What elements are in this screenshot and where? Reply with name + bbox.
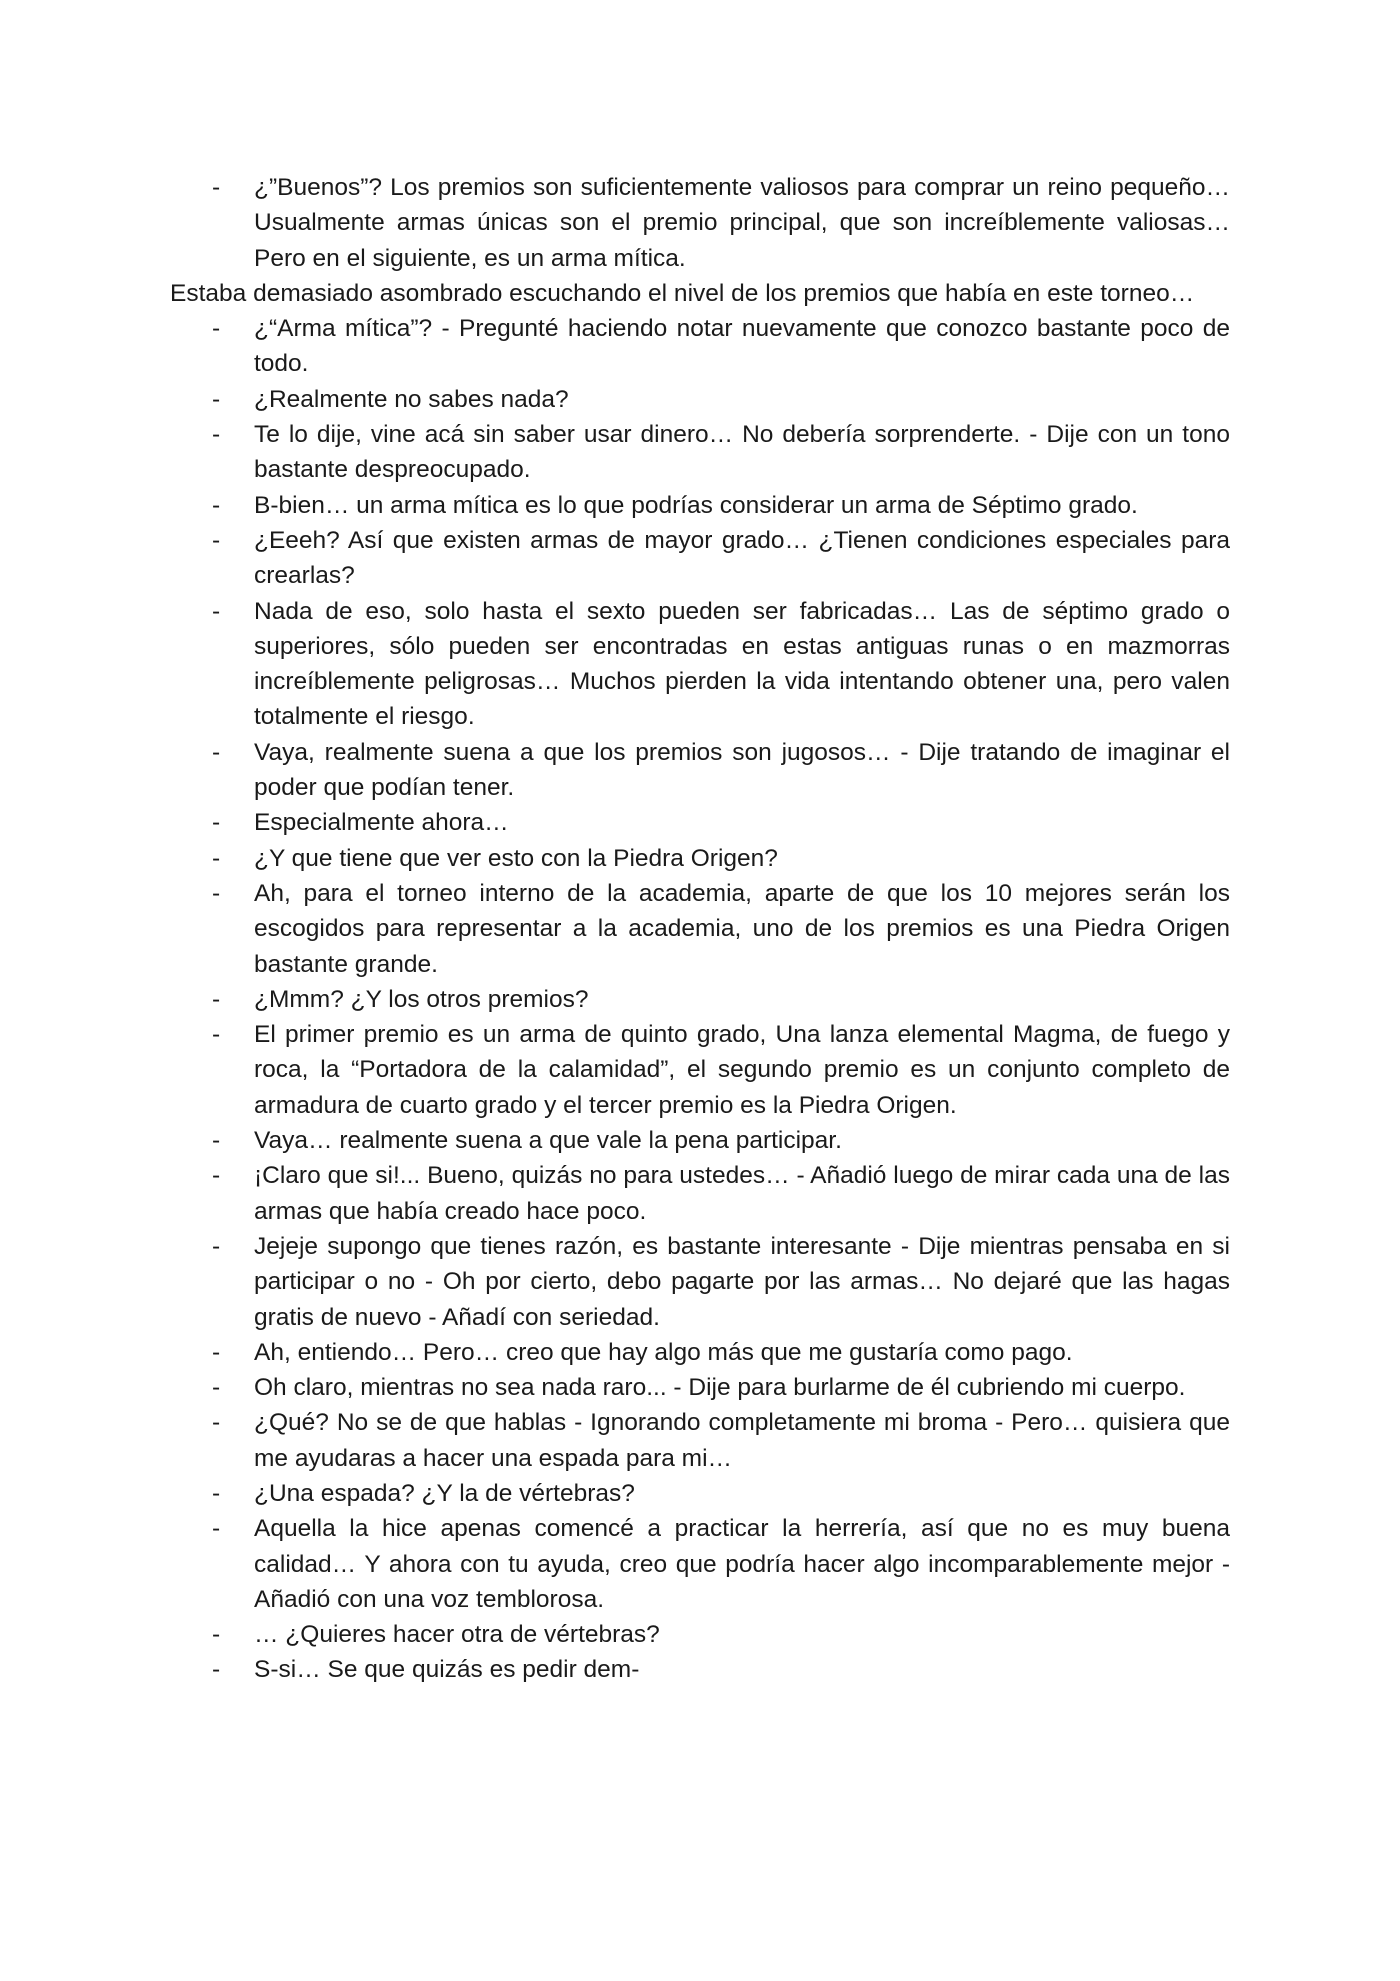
dialogue-text: ¿Qué? No se de que hablas - Ignorando completamente mi broma - Pero… quisiera que me ayudaras a hacer una espada para mi… xyxy=(254,1409,1230,1472)
dialogue-dash-marker: - xyxy=(212,844,221,872)
dialogue-text: ¿Eeeh? Así que existen armas de mayor grado… ¿Tienen condiciones especiales para crearlas? xyxy=(254,526,1230,590)
dialogue-line xyxy=(170,382,1230,417)
dialogue-text: ¿Una espada? ¿Y la de vértebras? xyxy=(254,1479,635,1507)
dialogue-text: Aquella la hice apenas comencé a practicar la herrería, así que no es muy buena calidad… Y ahora con tu ayuda, creo que podría hacer algo incomparablemente mejor - Añadió con una voz temblorosa. xyxy=(254,1515,1230,1613)
dialogue-text: Jejeje supongo que tienes razón, es bastante interesante - Dije mientras pensaba en si participar o no - Oh por cierto, debo pagarte por las armas… No dejaré que las hagas gratis de nuevo - Añadí con seriedad. xyxy=(254,1232,1230,1331)
dialogue-dash-marker: - xyxy=(212,1374,221,1402)
dialogue-line xyxy=(170,170,1230,276)
dialogue-line xyxy=(170,1335,1230,1370)
dialogue-text: ¿Y que tiene que ver esto con la Piedra Origen? xyxy=(254,844,778,872)
dialogue-dash-marker: - xyxy=(212,879,221,907)
dialogue-dash-marker: - xyxy=(212,1127,221,1155)
dialogue-line xyxy=(170,876,1230,982)
dialogue-dash-marker: - xyxy=(212,1621,221,1649)
dialogue-line xyxy=(170,805,1230,840)
dialogue-dash-marker: - xyxy=(212,809,221,837)
dialogue-dash-marker: - xyxy=(212,385,221,413)
dialogue-line xyxy=(170,1158,1230,1229)
dialogue-text: ¿Realmente no sabes nada? xyxy=(254,385,569,413)
dialogue-line xyxy=(170,417,1230,488)
narration-paragraph: Estaba demasiado asombrado escuchando el nivel de los premios que había en este torneo… xyxy=(170,279,1195,307)
dialogue-dash-marker: - xyxy=(212,491,221,519)
dialogue-line xyxy=(170,1370,1230,1405)
dialogue-text: Ah, para el torneo interno de la academia, aparte de que los 10 mejores serán los escogidos para representar a la academia, uno de los premios es una Piedra Origen bastante grande. xyxy=(254,879,1230,978)
dialogue-line xyxy=(170,1617,1230,1652)
dialogue-line xyxy=(170,1229,1230,1335)
dialogue-dash-marker: - xyxy=(212,738,221,766)
dialogue-line xyxy=(170,1017,1230,1123)
dialogue-text: ¡Claro que si!... Bueno, quizás no para ustedes… - Añadió luego de mirar cada una de las armas que había creado hace poco. xyxy=(254,1162,1230,1225)
dialogue-text: ¿“Arma mítica”? - Pregunté haciendo notar nuevamente que conozco bastante poco de todo. xyxy=(254,315,1230,378)
dialogue-dash-marker: - xyxy=(212,1021,221,1049)
dialogue-dash-marker: - xyxy=(212,1232,221,1260)
dialogue-dash-marker: - xyxy=(212,985,221,1013)
dialogue-text: Oh claro, mientras no sea nada raro... - Dije para burlarme de él cubriendo mi cuerpo. xyxy=(254,1374,1186,1402)
dialogue-dash-marker: - xyxy=(212,526,221,554)
dialogue-line xyxy=(170,311,1230,382)
dialogue-dash-marker: - xyxy=(212,1479,221,1507)
dialogue-text: Especialmente ahora… xyxy=(254,809,509,837)
dialogue-dash-marker: - xyxy=(212,1409,221,1437)
dialogue-text: … ¿Quieres hacer otra de vértebras? xyxy=(254,1621,660,1649)
dialogue-line xyxy=(170,1123,1230,1158)
dialogue-dash-marker: - xyxy=(212,597,221,625)
dialogue-dash-marker: - xyxy=(212,315,221,343)
dialogue-dash-marker: - xyxy=(212,1656,221,1684)
dialogue-text: B-bien… un arma mítica es lo que podrías considerar un arma de Séptimo grado. xyxy=(254,491,1138,519)
dialogue-text: Ah, entiendo… Pero… creo que hay algo más que me gustaría como pago. xyxy=(254,1338,1073,1366)
dialogue-line xyxy=(170,735,1230,806)
dialogue-text: ¿”Buenos”? Los premios son suficientemente valiosos para comprar un reino pequeño… Usualmente armas únicas son el premio principal, que son increíblemente valiosas… Pero en el siguiente, es un arma mítica. xyxy=(254,174,1230,272)
document-body xyxy=(170,170,1230,1688)
dialogue-line xyxy=(170,982,1230,1017)
dialogue-dash-marker: - xyxy=(212,1162,221,1190)
dialogue-text: ¿Mmm? ¿Y los otros premios? xyxy=(254,985,589,1013)
dialogue-text: El primer premio es un arma de quinto grado, Una lanza elemental Magma, de fuego y roca, la “Portadora de la calamidad”, el segundo premio es un conjunto completo de armadura de cuarto grado y el tercer premio es la Piedra Origen. xyxy=(254,1021,1230,1119)
dialogue-text: S-si… Se que quizás es pedir dem- xyxy=(254,1656,640,1684)
dialogue-text: Te lo dije, vine acá sin saber usar dinero… No debería sorprenderte. - Dije con un tono bastante despreocupado. xyxy=(254,421,1230,484)
dialogue-line xyxy=(170,1405,1230,1476)
dialogue-dash-marker: - xyxy=(212,174,221,201)
dialogue-dash-marker: - xyxy=(212,421,221,449)
dialogue-line xyxy=(170,523,1230,594)
dialogue-line xyxy=(170,1476,1230,1511)
dialogue-dash-marker: - xyxy=(212,1515,221,1543)
dialogue-line xyxy=(170,594,1230,735)
dialogue-line xyxy=(170,488,1230,523)
dialogue-line xyxy=(170,1652,1230,1687)
dialogue-text: Vaya, realmente suena a que los premios son jugosos… - Dije tratando de imaginar el poder que podían tener. xyxy=(254,738,1230,802)
dialogue-text: Nada de eso, solo hasta el sexto pueden ser fabricadas… Las de séptimo grado o superiores, sólo pueden ser encontradas en estas antiguas runas o en mazmorras increíblemente peligrosas… Muchos pierden la vida intentando obtener una, pero valen totalmente el riesgo. xyxy=(254,597,1230,731)
dialogue-line xyxy=(170,841,1230,876)
dialogue-dash-marker: - xyxy=(212,1338,221,1366)
dialogue-line xyxy=(170,1511,1230,1617)
dialogue-text: Vaya… realmente suena a que vale la pena participar. xyxy=(254,1127,842,1155)
